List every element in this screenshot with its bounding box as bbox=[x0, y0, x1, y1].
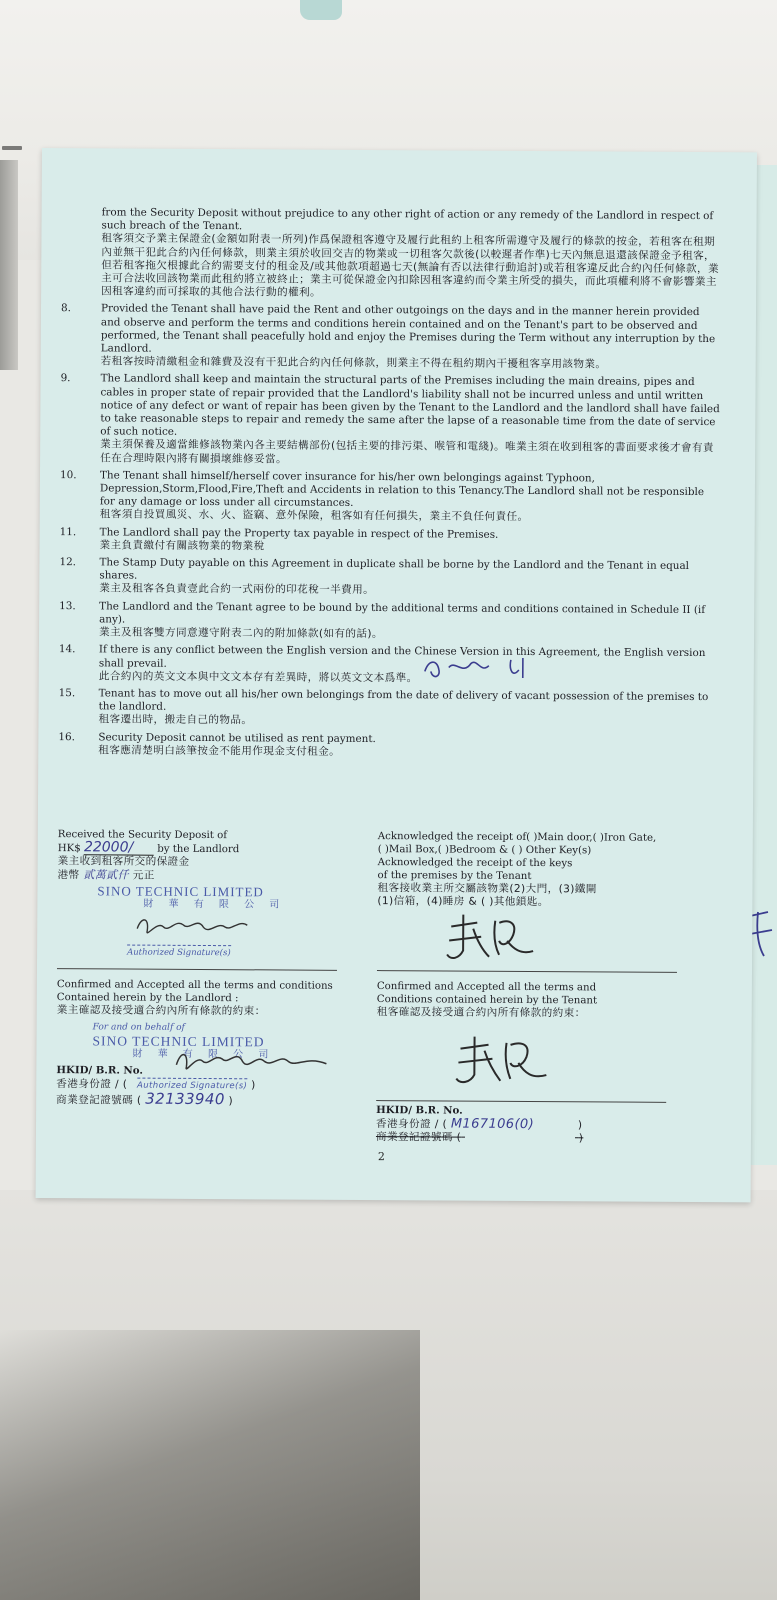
page-number: 2 bbox=[377, 1150, 385, 1164]
landlord-receipt-sign-line bbox=[57, 968, 337, 971]
tenant-hkid-label: HKID/ B.R. No. bbox=[376, 1104, 463, 1117]
paper-tab bbox=[300, 0, 342, 20]
landlord-br-handwritten: 32133940 bbox=[145, 1089, 225, 1109]
clause-16 bbox=[58, 731, 718, 761]
clause-number: 11. bbox=[59, 525, 77, 538]
landlord-signature-1 bbox=[97, 910, 287, 941]
deposit-amount-zh-suffix: 元正 bbox=[132, 869, 155, 882]
tenant-confirm-block bbox=[375, 980, 717, 1164]
clause-11 bbox=[60, 526, 720, 556]
clause-en: The Landlord shall keep and maintain the structural parts of the Premises including the main dreains, pipes and cables in proper state of repair provided that the Landlord's liability shall not be incurred unless and until written notice of any defect or want of repair has been given by the Tenant to the Landlord and the landlord shall have failed to take reasonable steps to repair and remedy the same after the lapse of a reasonable time from the date of service of such notice. bbox=[100, 372, 720, 439]
deposit-received-label: Received the Security Deposit of bbox=[57, 829, 228, 842]
landlord-confirm-block bbox=[56, 978, 357, 1109]
background-shadow bbox=[0, 1330, 420, 1600]
clause-zh: 業主及租客雙方同意遵守附表二內的附加條款(如有的話)。 bbox=[99, 626, 383, 641]
deposit-amount-zh-handwritten: 貳萬貳仟 bbox=[83, 868, 129, 882]
stamp-company-name-zh: 財 華 有 限 公 司 bbox=[143, 898, 286, 911]
tenant-br-close: ) bbox=[578, 1132, 584, 1145]
clause-number: 15. bbox=[58, 687, 76, 700]
deposit-amount-handwritten: 22000/ bbox=[84, 841, 154, 855]
clause-zh: 租客須自投買風災、水、火、盜竊、意外保險，租客如有任何損失，業主不負任何責任。 bbox=[99, 508, 529, 524]
clause-zh: 業主及租客各負責壹此合約一式兩份的印花稅一半費用。 bbox=[99, 582, 375, 597]
tenant-hkid-close: ) bbox=[577, 1119, 583, 1132]
landlord-br-zh-line bbox=[56, 1089, 356, 1109]
landlord-hkid-close: ) bbox=[251, 1079, 256, 1092]
landlord-signature-2 bbox=[166, 1043, 346, 1078]
stamp-company-name-zh: 財 華 有 限 公 司 bbox=[132, 1048, 275, 1061]
landlord-br-zh: 商業登記證號碼 ( bbox=[56, 1094, 142, 1107]
clause-number: 8. bbox=[60, 302, 71, 315]
clause-15 bbox=[58, 687, 718, 731]
clause-en: The Stamp Duty payable on this Agreement in duplicate shall be borne by the Landlord and the Tenant in equal shares. bbox=[99, 556, 690, 582]
clause-en: Security Deposit cannot be utilised as rent payment. bbox=[98, 730, 376, 745]
tenant-confirm-line2: Conditions contained herein by the Tenant bbox=[376, 994, 598, 1007]
landlord-column bbox=[56, 828, 358, 1109]
landlord-br-close: ) bbox=[228, 1095, 234, 1108]
clause-number: 16. bbox=[58, 730, 75, 743]
clause-13 bbox=[59, 600, 719, 644]
clause-en: Provided the Tenant shall have paid the Rent and other outgoings on the days and in the manner herein provided and observe and perform the terms and conditions herein contained and on the Tenant's part to be observed and performed, the Tenant shall peacefully hold and enjoy the Premises during the Term without any interruption by the Landlord. bbox=[100, 302, 716, 355]
clause-zh: 業主負責繳付有關該物業的物業稅 bbox=[99, 539, 265, 553]
clause-en: The Tenant shall himself/herself cover insurance for his/her own belongings against Typhoon, Depression,Storm,Flood,Fire,Theft and Accidents in relation to this Tenancy.The Landlord shall not be responsible for any damage or loss under all circumstances. bbox=[99, 469, 705, 510]
tenant-br-zh: 商業登記證號碼 ( bbox=[375, 1131, 462, 1144]
keys-receipt-line1: Acknowledged the receipt of( )Main door,( )Iron Gate, bbox=[377, 831, 657, 844]
clause-number: 14. bbox=[58, 643, 76, 656]
clause-en: The Landlord and the Tenant agree to be bound by the additional terms and conditions contained in Schedule II (if any). bbox=[99, 600, 706, 626]
stamp-company-name: SINO TECHNIC LIMITED bbox=[92, 1033, 265, 1050]
clause-zh: 租客應清楚明白該筆按金不能用作現金支付租金。 bbox=[98, 744, 341, 758]
tenant-column bbox=[375, 830, 717, 1164]
clause-zh: 租客遷出時，搬走自己的物品。 bbox=[98, 713, 253, 727]
clause-en: If there is any conflict between the English version and the Chinese Version in this Agreement, the English version shall prevail. bbox=[98, 643, 706, 670]
clause-intro bbox=[61, 206, 722, 302]
tenant-hkid-zh: 香港身份證 / ( bbox=[376, 1118, 448, 1131]
clause-zh: 若租客按時清繳租金和雜費及沒有干犯此合約內任何條款，則業主不得在租約期內干擾租客享用該物業。 bbox=[100, 355, 607, 371]
keys-receipt-zh2: (1)信箱，(4)睡房 & ( )其他鎖匙。 bbox=[377, 895, 549, 909]
deposit-amount-zh-line bbox=[58, 868, 358, 884]
keys-receipt-zh: 租客接收業主所交屬該物業(2)大門，(3)鐵閘 bbox=[377, 882, 597, 896]
clause-8 bbox=[61, 303, 721, 373]
tenant-br-zh-line bbox=[376, 1131, 716, 1146]
initials-handwriting bbox=[419, 656, 549, 683]
contract-page bbox=[36, 148, 757, 1202]
stamp-authorized-label: Authorized Signature(s) bbox=[127, 945, 231, 961]
clause-intro-zh: 租客須交予業主保證金(金額如附表一所列)作爲保證租客遵守及履行此租約上租客所需遵守及履行的條款的按金，若租客在租期內並無干犯此合約內任何條款，則業主須於收回交吉的物業或一切租客欠款後(以較遲者作準)七天內無息退還該保證金予租客，但若租客拖欠根據此合約需要支付的租金及/或其他款項超過七天(無論有否以法律行動追討)或若租客違反此合約內任何條款，業主可合法收回該物業而此租約將立被終止；業主可從保證金內扣除因租客違約而令業主所受的損失，而此項權利將不會影響業主因租客違約而可採取的其他合法行動的權利。 bbox=[101, 232, 719, 299]
tenant-signature-1 bbox=[437, 910, 547, 967]
clause-number: 13. bbox=[59, 599, 76, 612]
clause-number: 10. bbox=[59, 468, 77, 482]
edge-strip bbox=[0, 160, 18, 370]
clause-10 bbox=[60, 469, 720, 526]
keys-receipt-line3: Acknowledged the receipt of the keys bbox=[377, 857, 573, 870]
clause-number: 9. bbox=[60, 372, 71, 385]
tenant-signature-2 bbox=[446, 1030, 556, 1093]
tenant-br-blank bbox=[465, 1141, 575, 1142]
tenant-confirm-line1: Confirmed and Accepted all the terms and bbox=[376, 981, 597, 994]
clause-9 bbox=[60, 373, 721, 469]
clause-12 bbox=[59, 556, 719, 600]
landlord-confirm-zh: 業主確認及接受適合約內所有條款的約束： bbox=[56, 1004, 266, 1018]
by-landlord-label: by the Landlord bbox=[157, 843, 240, 856]
hk-prefix: HK$ bbox=[57, 843, 81, 855]
clause-intro-en: from the Security Deposit without prejudice to any other right of action or any remedy of the Landlord in respect of such breach of the Tenant. bbox=[101, 206, 714, 233]
clause-en: Tenant has to move out all his/her own belongings from the date of delivery of vacant possession of the premises to the landlord. bbox=[98, 687, 709, 713]
tenant-id-block bbox=[375, 1104, 716, 1164]
deposit-received-zh: 業主收到租客所交的保證金 bbox=[57, 855, 190, 868]
keys-receipt-line4: of the premises by the Tenant bbox=[377, 870, 532, 883]
contract-body bbox=[58, 206, 721, 765]
signature-section bbox=[56, 828, 718, 1164]
clause-zh: 此合約內的英文文本與中文文本存有差異時，將以英文文本爲準。 bbox=[98, 670, 418, 685]
clause-14 bbox=[59, 643, 719, 687]
landlord-hkid-zh: 香港身份證 / ( bbox=[56, 1078, 128, 1091]
company-stamp-1 bbox=[57, 884, 357, 961]
tenant-confirm-zh: 租客確認及接受適合約內所有條款的約束： bbox=[376, 1006, 586, 1020]
tenant-sign-line bbox=[376, 1100, 666, 1103]
landlord-confirm-line1: Confirmed and Accepted all the terms and conditions bbox=[56, 979, 333, 992]
edge-mark bbox=[2, 146, 22, 150]
stamp-company-name: SINO TECHNIC LIMITED bbox=[97, 883, 264, 900]
stamp-for-and-on-behalf: For and on behalf of bbox=[92, 1022, 185, 1033]
hk-prefix-zh: 港幣 bbox=[57, 869, 80, 882]
stamp-authorized-label: Authorized Signature(s) bbox=[137, 1078, 247, 1094]
clause-en: The Landlord shall pay the Property tax payable in respect of the Premises. bbox=[99, 526, 499, 541]
clause-number: 12. bbox=[59, 556, 77, 569]
tenant-receipt-sign-line bbox=[377, 970, 677, 973]
landlord-hkid-label: HKID/ B.R. No. bbox=[56, 1064, 143, 1077]
tenant-hkid-handwritten: M167106(0) bbox=[450, 1116, 535, 1133]
landlord-confirm-line2: Contained herein by the Landlord : bbox=[56, 992, 239, 1005]
clause-zh: 業主須保養及適當維修該物業內各主要結構部份(包括主要的排污渠、喉管和電綫)。唯業主須在收到租客的書面要求後才會有責任在合理時限內將有關損壞維修妥當。 bbox=[100, 438, 714, 466]
keys-receipt-line2: ( )Mail Box,( )Bedroom & ( ) Other Key(s) bbox=[377, 844, 592, 857]
